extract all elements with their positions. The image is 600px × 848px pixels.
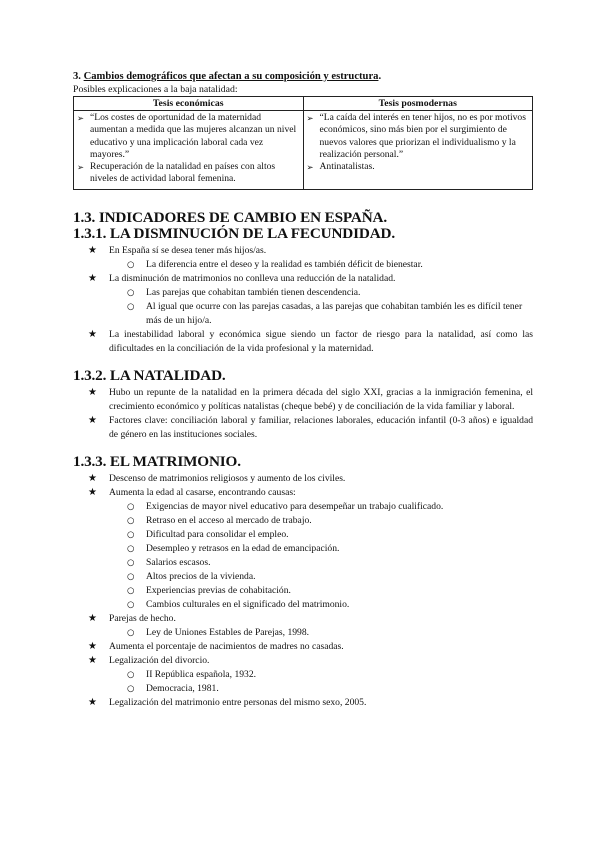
section-heading (73, 70, 533, 84)
circle-bullet-icon: ○ (127, 259, 135, 270)
list-item: ★ Legalización del matrimonio entre personas del mismo sexo, 2005. (88, 696, 367, 708)
heading-fecundidad: 1.3.1. LA DISMINUCIÓN DE LA FECUNDIDAD. (73, 224, 395, 242)
sub-list-item: ○ Experiencias previas de cohabitación. (127, 584, 291, 596)
circle-bullet-icon: ○ (127, 669, 135, 680)
circle-bullet-icon: ○ (127, 543, 135, 554)
circle-bullet-icon: ○ (127, 571, 135, 582)
star-bullet-icon: ★ (88, 414, 97, 426)
list-item: ★ La inestabilidad laboral y económica sigue siendo un factor de riesgo para la natalidad, así como las dificultades en la conciliación de la vida profesional y la maternidad. (88, 328, 533, 354)
natalidad-list (73, 386, 533, 442)
sub-list-item: ○ Ley de Uniones Estables de Parejas, 1998. (127, 626, 310, 638)
circle-bullet-icon: ○ (127, 557, 135, 568)
arrow-bullet-icon: ➢ (77, 113, 85, 123)
star-bullet-icon: ★ (88, 696, 97, 708)
arrow-bullet-icon: ➢ (77, 162, 85, 173)
star-bullet-icon: ★ (88, 386, 97, 398)
heading-matrimonio: 1.3.3. EL MATRIMONIO. (73, 452, 241, 470)
star-bullet-icon: ★ (88, 640, 97, 652)
section-title: Cambios demográficos que afectan a su composición y estructura (83, 71, 379, 82)
table-list-item: ➢ Antinatalistas. (306, 161, 375, 173)
header-tesis-posmodernas: Tesis posmodernas (303, 97, 533, 111)
circle-bullet-icon: ○ (127, 529, 135, 540)
star-bullet-icon: ★ (88, 244, 97, 256)
sub-list (109, 668, 533, 696)
sub-list (109, 258, 533, 272)
section-title-period: . (378, 71, 382, 82)
circle-bullet-icon: ○ (127, 287, 135, 298)
sub-list-item: ○ Salarios escasos. (127, 556, 211, 568)
list-item: ★ Factores clave: conciliación laboral y familiar, relaciones laborales, educación infantil (0-3 años) e igualdad de género en las instituciones sociales. (88, 414, 533, 440)
circle-bullet-icon: ○ (127, 585, 135, 596)
matrimonio-list (73, 472, 533, 710)
cell-tesis-economicas (74, 111, 304, 190)
sub-list-item: ○ II República española, 1932. (127, 668, 257, 680)
table-intro: Posibles explicaciones a la baja natalidad: (73, 84, 238, 95)
arrow-bullet-icon: ➢ (306, 162, 314, 173)
list-item: ★ Hubo un repunte de la natalidad en la primera década del siglo XXI, gracias a la inmigración femenina, el crecimiento económico y políticas natalistas (cheque bebé) y de conciliación de la vida familiar y laboral. (88, 386, 533, 412)
star-bullet-icon: ★ (88, 472, 97, 484)
heading-natalidad: 1.3.2. LA NATALIDAD. (73, 366, 226, 384)
sub-list-item: ○ Dificultad para consolidar el empleo. (127, 528, 289, 540)
table-list-item: ➢ Recuperación de la natalidad en países con altos niveles de actividad laboral femenina. (77, 161, 276, 185)
circle-bullet-icon: ○ (127, 301, 135, 312)
list-item: ★ Aumenta la edad al casarse, encontrando causas: ○ Exigencias de mayor nivel educativo para desempeñar un trabajo cualificado. ○ Retraso en el acceso al mercado de trabajo. ○ Dificultad para consolidar el empleo. ○ Desempleo y retrasos en la edad de emancipación. ○ Salarios escasos. ○ Altos precios de la vivienda. ○ Experiencias previas de cohabitación. ○ Cambios culturales en el significado del matrimonio. (73, 486, 533, 612)
table-list-item: ➢ “La caída del interés en tener hijos, no es por motivos económicos, sino más bien por el surgimiento de nuevos valores que priorizan el individualismo y la realización personal.” (306, 112, 526, 160)
heading-indicadores: 1.3. INDICADORES DE CAMBIO EN ESPAÑA. (73, 208, 387, 226)
sub-list-item: ○ Retraso en el acceso al mercado de trabajo. (127, 514, 312, 526)
star-bullet-icon: ★ (88, 328, 97, 340)
table-row (74, 111, 533, 190)
sub-list-item: ○ Democracia, 1981. (127, 682, 219, 694)
list-item: ★ Parejas de hecho. ○ Ley de Uniones Estables de Parejas, 1998. (73, 612, 533, 640)
circle-bullet-icon: ○ (127, 501, 135, 512)
sub-list-item: ○ Desempleo y retrasos en la edad de emancipación. (127, 542, 340, 554)
list-item: ★ En España sí se desea tener más hijos/as. ○ La diferencia entre el deseo y la realidad es también déficit de bienestar. (73, 244, 533, 272)
sub-list-item: ○ La diferencia entre el deseo y la realidad es también déficit de bienestar. (127, 258, 423, 270)
star-bullet-icon: ★ (88, 654, 97, 666)
section-number: 3. (73, 71, 81, 82)
sub-list-item: ○ Exigencias de mayor nivel educativo para desempeñar un trabajo cualificado. (127, 500, 444, 512)
list-item: ★ Legalización del divorcio. ○ II República española, 1932. ○ Democracia, 1981. (73, 654, 533, 696)
sub-list-item: ○ Las parejas que cohabitan también tienen descendencia. (127, 286, 361, 298)
circle-bullet-icon: ○ (127, 599, 135, 610)
star-bullet-icon: ★ (88, 612, 97, 624)
arrow-bullet-icon: ➢ (306, 113, 314, 123)
circle-bullet-icon: ○ (127, 627, 135, 638)
list-item: ★ Aumenta el porcentaje de nacimientos de madres no casadas. (88, 640, 344, 652)
star-bullet-icon: ★ (88, 272, 97, 284)
list-item: ★ La disminución de matrimonios no conlleva una reducción de la natalidad. ○ Las parejas que cohabitan también tienen descendencia. ○ Al igual que ocurre con las parejas casadas, a las parejas que cohabitan también les es difícil tener más de un hijo/a. (73, 272, 533, 328)
circle-bullet-icon: ○ (127, 515, 135, 526)
list-item: ★ Descenso de matrimonios religiosos y aumento de los civiles. (88, 472, 346, 484)
star-bullet-icon: ★ (88, 486, 97, 498)
cell-tesis-posmodernas (303, 111, 533, 190)
sub-list-item: ○ Altos precios de la vivienda. (127, 570, 256, 582)
table-list-item: ➢ “Los costes de oportunidad de la maternidad aumentan a medida que las mujeres alcanzan un nivel educativo y una implicación laboral cada vez mayores.” (77, 112, 297, 160)
table-header-row (74, 97, 533, 111)
document-page (73, 70, 533, 710)
sub-list-item: ○ Cambios culturales en el significado del matrimonio. (127, 598, 350, 610)
header-tesis-economicas: Tesis económicas (74, 97, 304, 111)
sub-list-item: ○ Al igual que ocurre con las parejas casadas, a las parejas que cohabitan también les es difícil tener más de un hijo/a. (127, 300, 523, 326)
sub-list (109, 286, 533, 328)
circle-bullet-icon: ○ (127, 683, 135, 694)
tesis-table (73, 96, 533, 190)
causas-sub-list (109, 500, 533, 612)
fecundidad-list (73, 244, 533, 356)
sub-list (109, 626, 533, 640)
